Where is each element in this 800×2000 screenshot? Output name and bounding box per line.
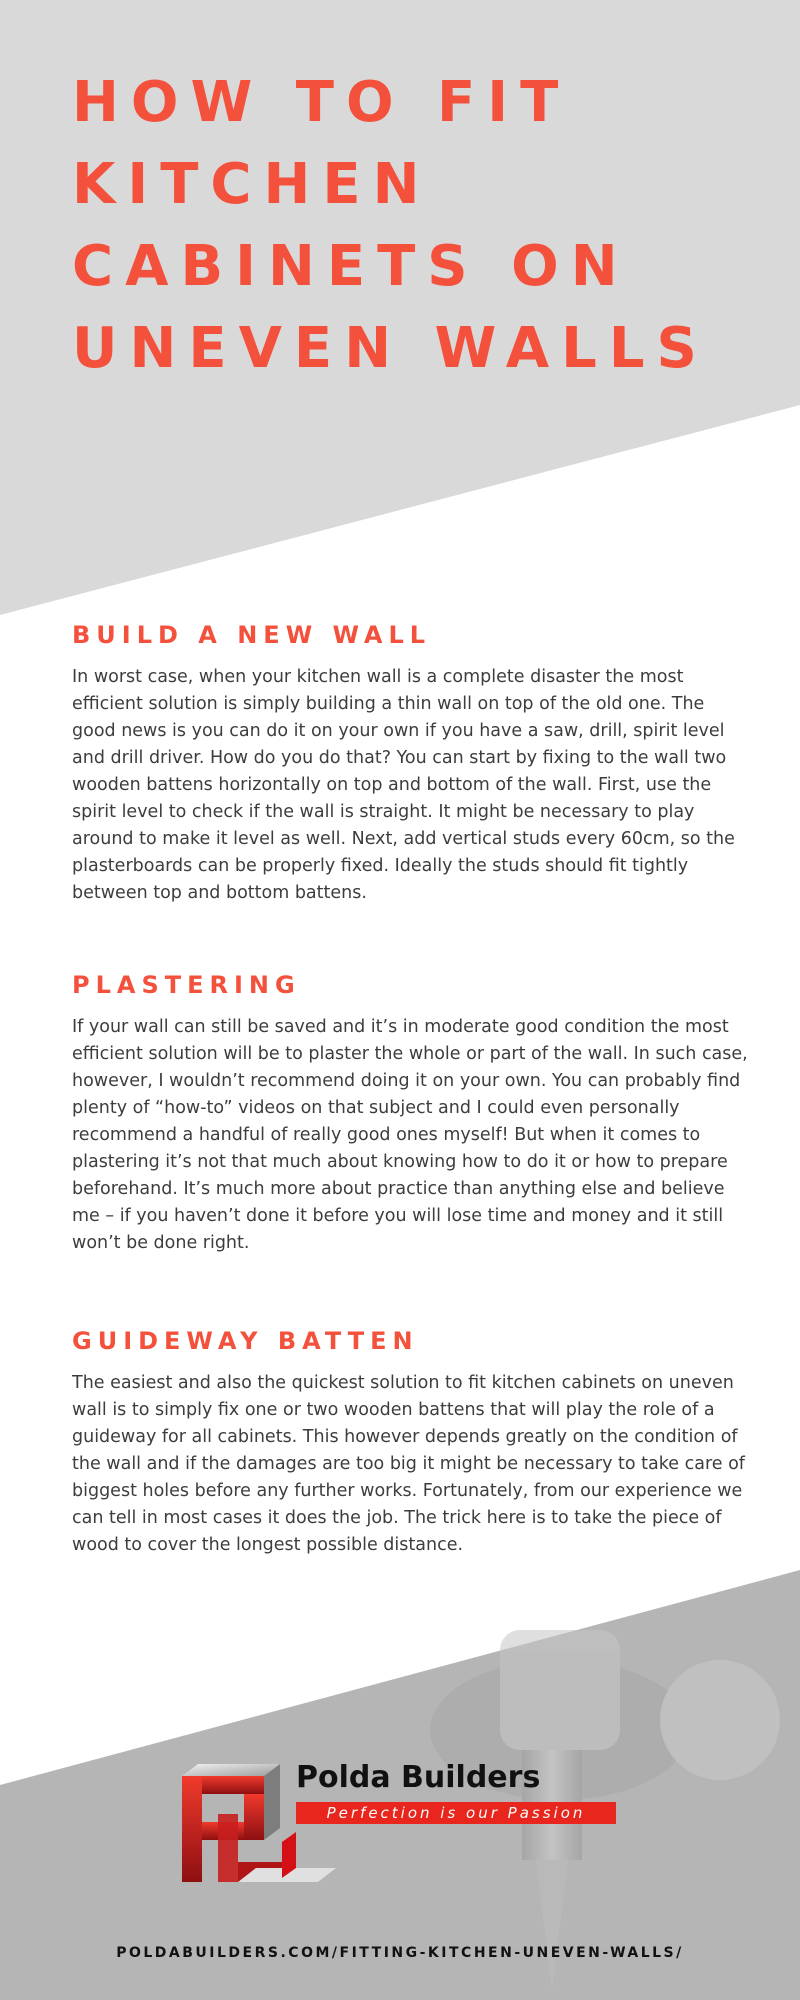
section-heading: BUILD A NEW WALL (72, 621, 432, 649)
section-plastering (72, 970, 752, 1257)
brand-tagline: Perfection is our Passion (296, 1802, 616, 1824)
section-body: In worst case, when your kitchen wall is a complete disaster the most efficient solution is simply building a thin wall on top of the old one. The good news is you can do it on your own if you have a saw, drill, spirit level and drill driver. How do you do that? You can start by fixing to the wall two wooden battens horizontally on top and bottom of the wall. First, use the spirit level to check if the wall is straight. It might be necessary to play around to make it level as well. Next, add vertical studs every 60cm, so the plasterboards can be properly fixed. Ideally the studs should fit tightly between top and bottom battens. (72, 667, 735, 903)
section-heading: PLASTERING (72, 971, 301, 999)
polda-builders-logo (178, 1758, 628, 1888)
section-body: If your wall can still be saved and it’s in moderate good condition the most efficient solution will be to plaster the whole or part of the wall. In such case, however, I wouldn’t recommend doing it on your own. You can probably find plenty of “how-to” videos on that subject and I could even personally recommend a handful of really good ones myself! But when it comes to plastering it’s not that much about knowing how to do it or how to prepare beforehand. It’s much more about practice than anything else and believe me – if you haven’t done it before you will lose time and money and it still won’t be done right. (72, 1017, 748, 1253)
footer-url[interactable]: POLDABUILDERS.COM/FITTING-KITCHEN-UNEVEN-WALLS/ (116, 1945, 684, 1961)
section-build-new-wall (72, 620, 752, 907)
section-heading: GUIDEWAY BATTEN (72, 1327, 419, 1355)
section-body: The easiest and also the quickest solution to fit kitchen cabinets on uneven wall is to simply fix one or two wooden battens that will play the role of a guideway for all cabinets. This however depends greatly on the condition of the wall and if the damages are too big it might be necessary to take care of biggest holes before any further works. Fortunately, from our experience we can tell in most cases it does the job. The trick here is to take the piece of wood to cover the longest possible distance. (72, 1373, 745, 1555)
section-guideway-batten (72, 1326, 752, 1559)
page-title: HOW TO FIT KITCHEN CABINETS ON UNEVEN WALLS (72, 70, 709, 381)
brand-name: Polda Builders (296, 1760, 541, 1795)
